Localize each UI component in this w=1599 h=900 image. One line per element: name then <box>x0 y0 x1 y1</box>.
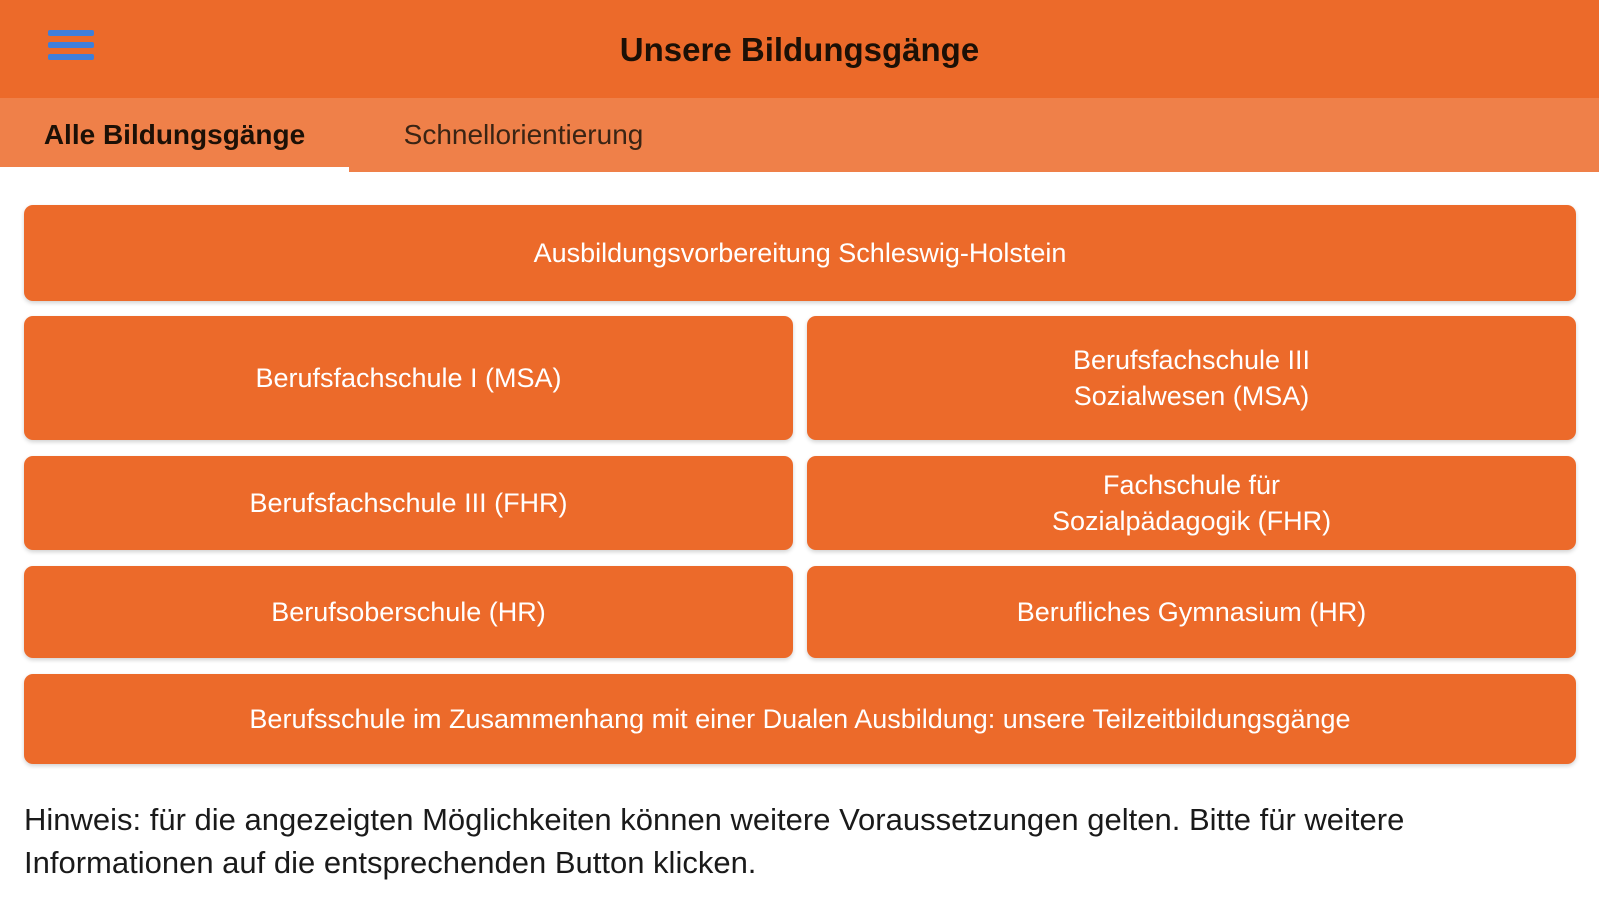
berufsfachschule-3-fhr-button[interactable]: Berufsfachschule III (FHR) <box>24 456 793 550</box>
tab-alle-bildungsgaenge[interactable]: Alle Bildungsgänge <box>43 119 306 150</box>
berufsfachschule-1-msa-button[interactable]: Berufsfachschule I (MSA) <box>24 316 793 440</box>
fachschule-sozialpaedagogik-fhr-button[interactable]: Fachschule für Sozialpädagogik (FHR) <box>807 456 1576 550</box>
app-header <box>0 0 1599 98</box>
berufliches-gymnasium-hr-button[interactable]: Berufliches Gymnasium (HR) <box>807 566 1576 658</box>
ausbildungsvorbereitung-button[interactable]: Ausbildungsvorbereitung Schleswig-Holstein <box>24 205 1576 301</box>
tab-bar <box>0 98 1599 172</box>
hint-text: Hinweis: für die angezeigten Möglichkeiten können weitere Voraussetzungen gelten. Bitte für weitere Informationen auf die entsprechenden Button klicken. <box>24 802 1405 880</box>
tab-schnellorientierung[interactable]: Schnellorientierung <box>403 119 644 150</box>
page-title: Unsere Bildungsgänge <box>619 31 980 68</box>
berufsoberschule-hr-button[interactable]: Berufsoberschule (HR) <box>24 566 793 658</box>
berufsfachschule-3-sozialwesen-msa-button[interactable]: Berufsfachschule III Sozialwesen (MSA) <box>807 316 1576 440</box>
berufsschule-teilzeit-button[interactable]: Berufsschule im Zusammenhang mit einer Dualen Ausbildung: unsere Teilzeitbildungsgänge <box>24 674 1576 764</box>
active-tab-indicator <box>0 167 349 172</box>
